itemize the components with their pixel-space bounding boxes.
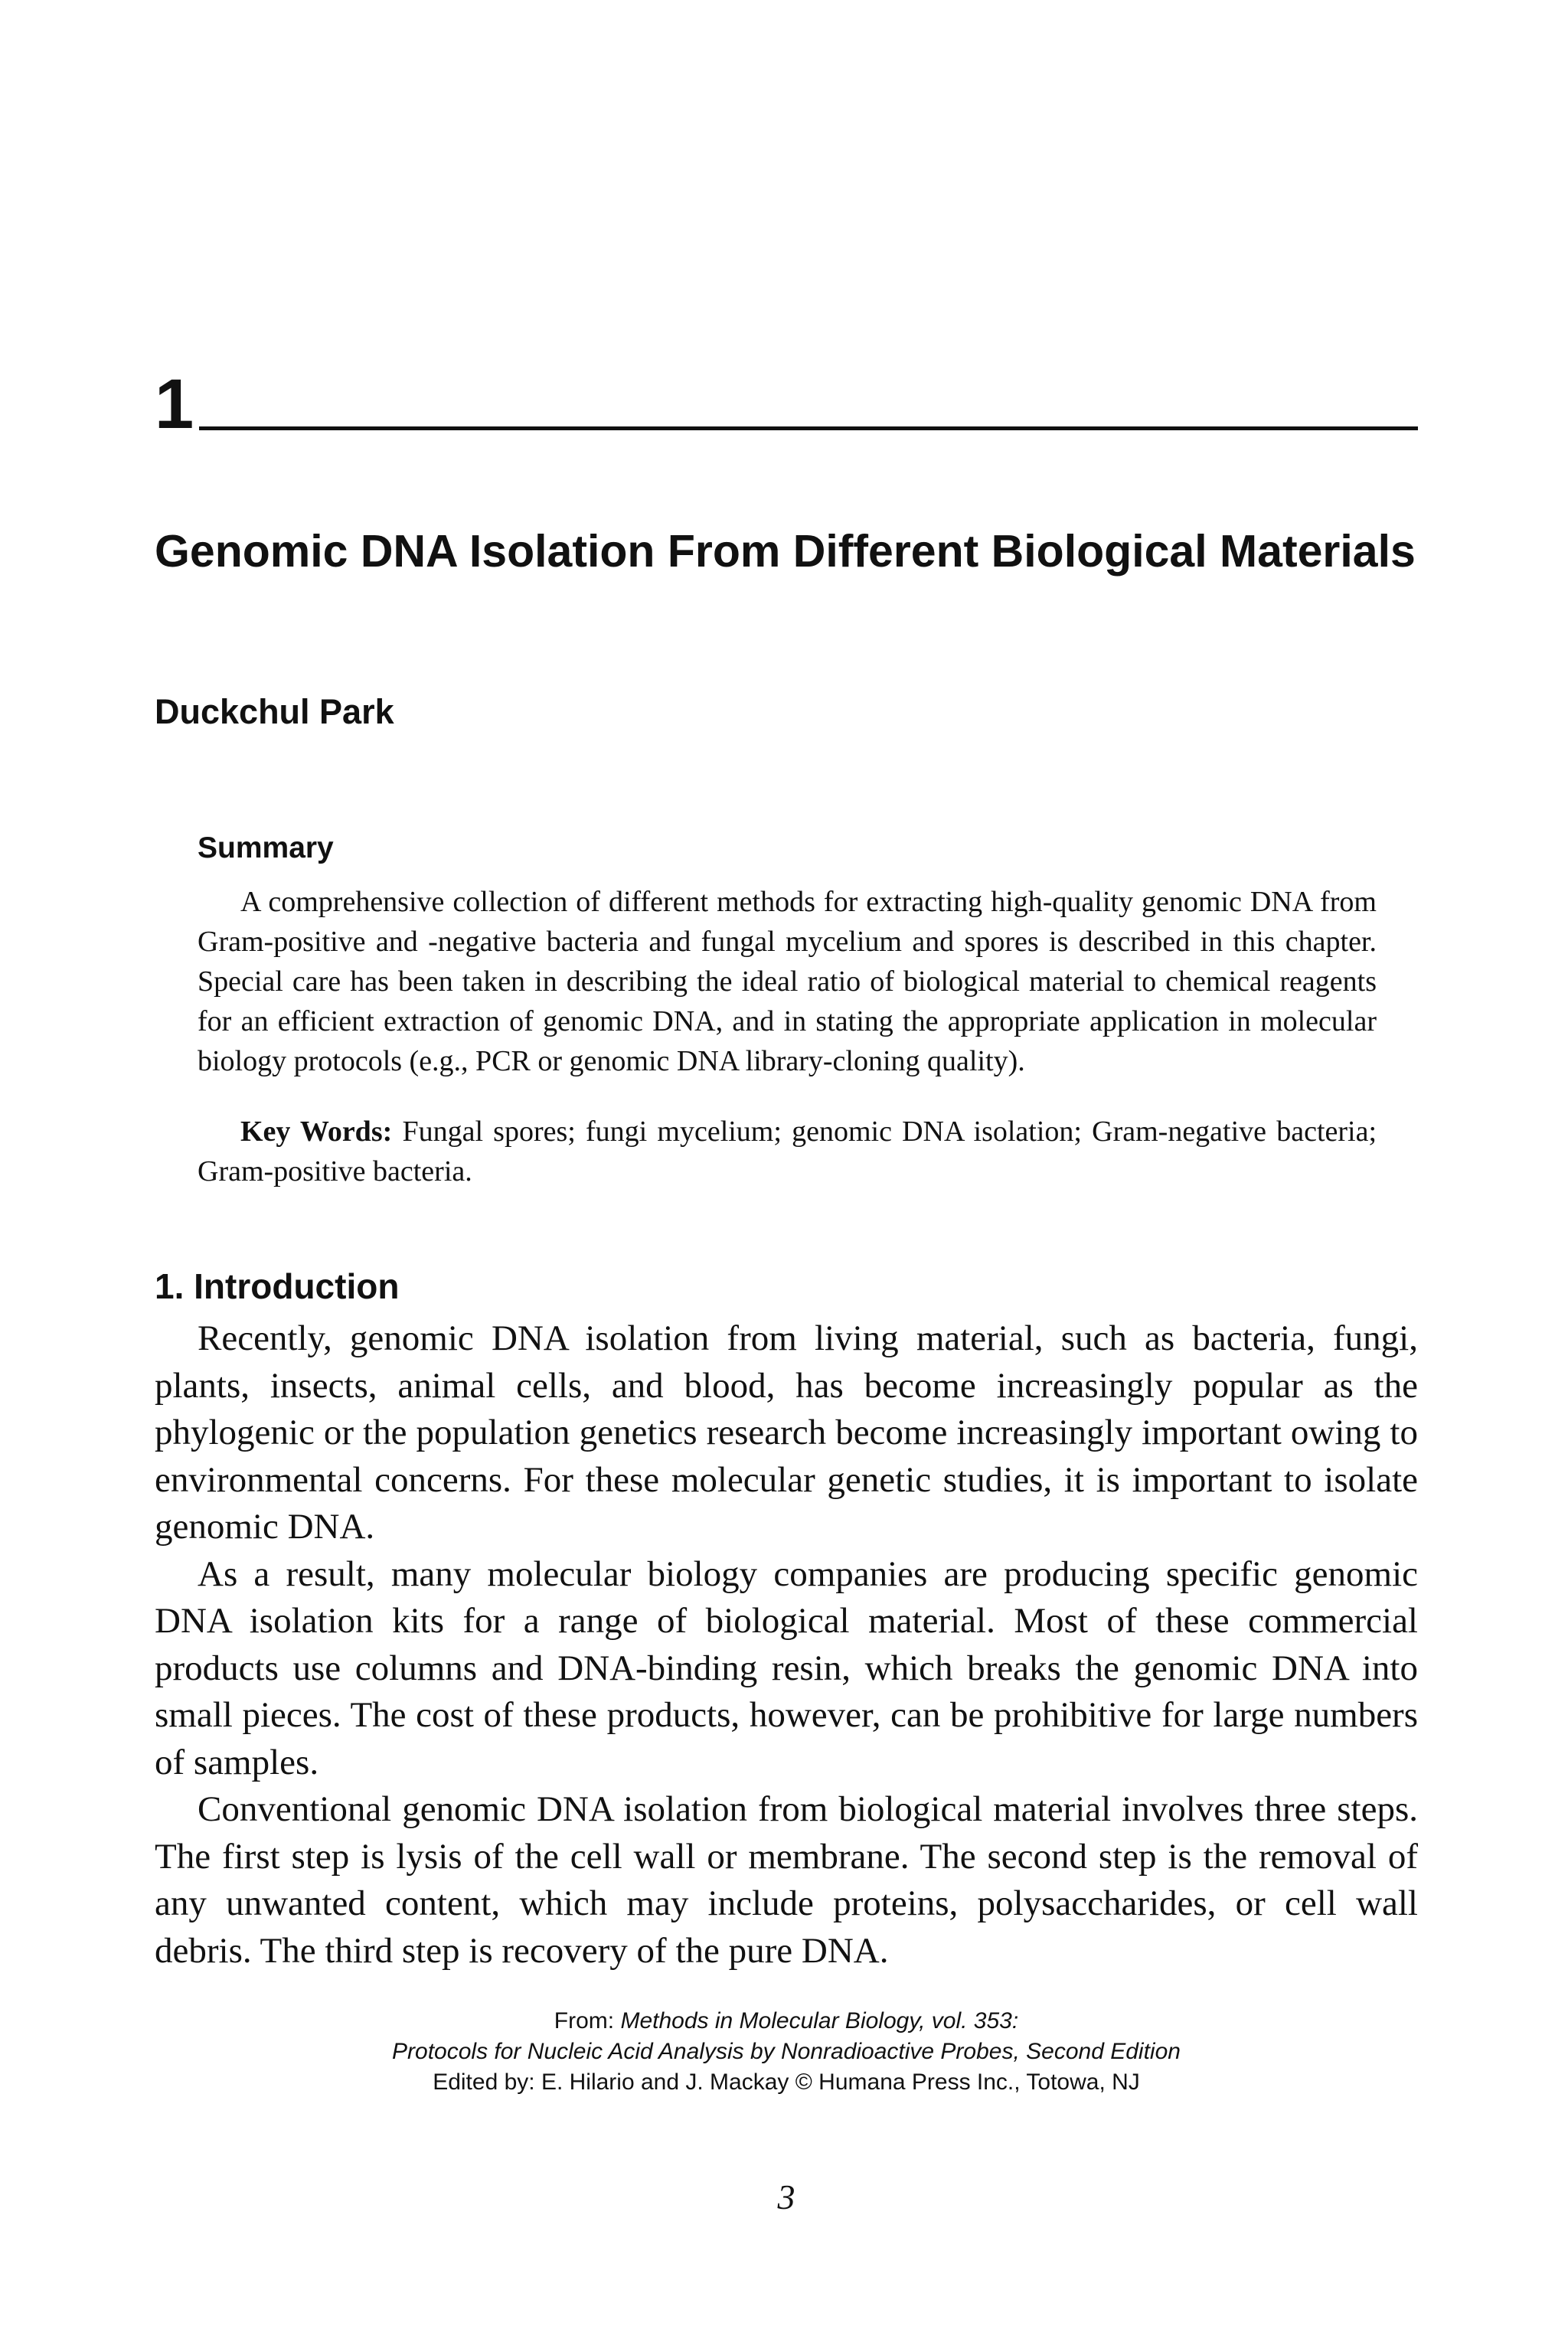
chapter-number: 1: [155, 365, 194, 443]
source-book-title: Protocols for Nucleic Acid Analysis by Nonradioactive Probes, Second Edition: [392, 2039, 1181, 2064]
key-words-label: Key Words:: [240, 1116, 393, 1148]
source-line-series: [155, 2006, 1418, 2037]
source-note: [155, 2006, 1418, 2098]
summary-text: A comprehensive collection of different methods for extracting high-quality genomic DNA from Gram-positive and -negative bacteria and fungal mycelium and spores is described in this chapter. Special care has been taken in describing the ideal ratio of biological material to chemical reagents for an efficient extraction of genomic DNA, and in stating the appropriate application in molecular biology protocols (e.g., PCR or genomic DNA library-cloning quality).: [198, 886, 1377, 1077]
intro-paragraph-3: Conventional genomic DNA isolation from biological material involves three steps. The first step is lysis of the cell wall or membrane. The second step is the removal of any unwanted content, which may include proteins, polysaccharides, or cell wall debris. The third step is recovery of the pure DNA.: [155, 1789, 1418, 1971]
intro-paragraph-2: As a result, many molecular biology companies are producing specific genomic DNA isolation kits for a range of biological material. Most of these commercial products use columns and DNA-binding resin, which breaks the genomic DNA into small pieces. The cost of these products, however, can be prohibitive for large numbers of samples.: [155, 1553, 1418, 1782]
chapter-title: Genomic DNA Isolation From Different Biological Materials: [155, 526, 1416, 577]
author-name: Duckchul Park: [155, 692, 394, 731]
introduction-heading: 1. Introduction: [155, 1266, 400, 1306]
summary-section: [198, 827, 1377, 1191]
chapter-rule: [199, 426, 1418, 430]
page-number: 3: [777, 2177, 795, 2216]
summary-heading: Summary: [198, 831, 334, 864]
source-series: Methods in Molecular Biology, vol. 353:: [620, 2008, 1019, 2034]
key-words-text: Fungal spores; fungi mycelium; genomic DNA isolation; Gram-negative bacteria; Gram-positive bacteria.: [198, 1116, 1377, 1187]
introduction-section: [155, 1262, 1418, 1975]
chapter-number-row: [155, 365, 1418, 443]
source-edited: Edited by: E. Hilario and J. Mackay © Humana Press Inc., Totowa, NJ: [433, 2069, 1140, 2095]
key-words: [198, 1112, 1377, 1191]
source-from-label: From:: [554, 2008, 615, 2034]
intro-paragraph-1: Recently, genomic DNA isolation from living material, such as bacteria, fungi, plants, insects, animal cells, and blood, has become increasingly popular as the phylogenic or the population genetics research become increasingly important owing to environmental concerns. For these molecular genetic studies, it is important to isolate genomic DNA.: [155, 1318, 1418, 1547]
